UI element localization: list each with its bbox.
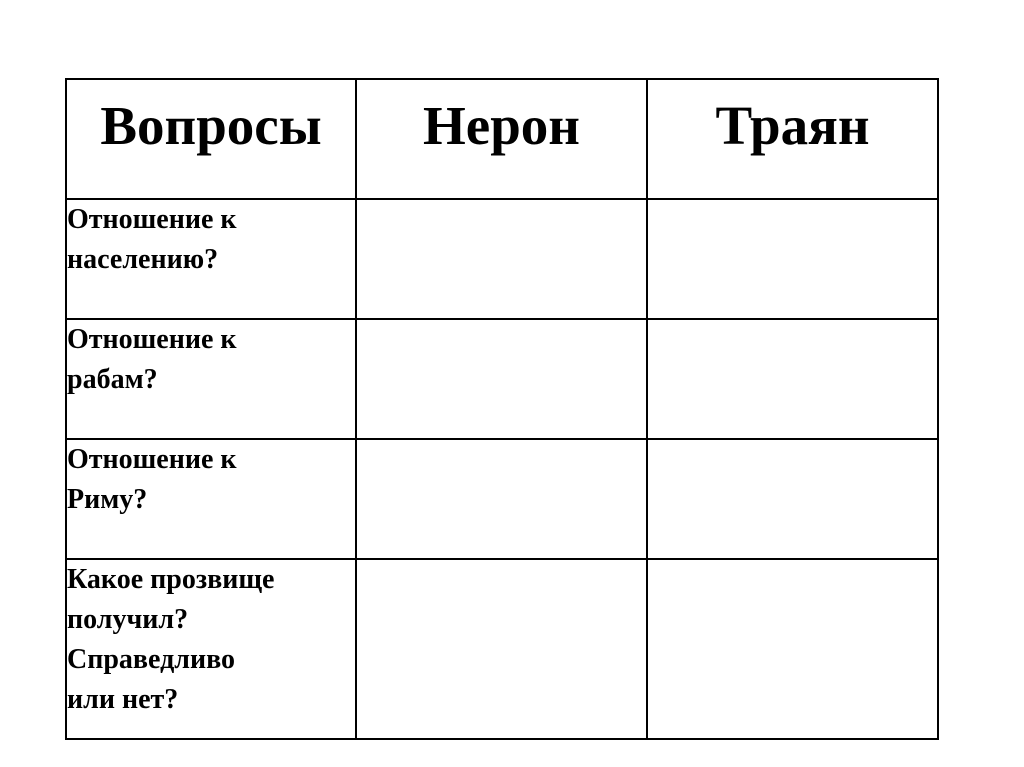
neron-answer-cell[interactable] [356,199,647,319]
question-text: или нет? [67,684,179,715]
question-cell [66,319,356,439]
question-text: Отношение к [67,444,237,475]
trajan-answer-cell[interactable] [647,199,938,319]
question-text: населению? [67,244,219,275]
comparison-table [65,78,939,740]
neron-answer-cell[interactable] [356,559,647,739]
question-cell [66,439,356,559]
table-row [66,199,938,319]
trajan-answer-cell[interactable] [647,439,938,559]
question-text: Справедливо [67,644,236,675]
trajan-answer-cell[interactable] [647,319,938,439]
trajan-answer-cell[interactable] [647,559,938,739]
question-cell [66,199,356,319]
neron-answer-cell[interactable] [356,319,647,439]
table-header-row [66,79,938,199]
question-text: получил? [67,604,189,635]
header-neron: Нерон [356,79,647,199]
table-row [66,439,938,559]
question-text: Отношение к [67,324,237,355]
question-text: Какое прозвище [67,564,275,595]
header-questions: Вопросы [66,79,356,199]
header-trajan: Траян [647,79,938,199]
table-row [66,559,938,739]
question-text: рабам? [67,364,158,395]
question-cell [66,559,356,739]
question-text: Отношение к [67,204,237,235]
neron-answer-cell[interactable] [356,439,647,559]
question-text: Риму? [67,484,148,515]
table-row [66,319,938,439]
